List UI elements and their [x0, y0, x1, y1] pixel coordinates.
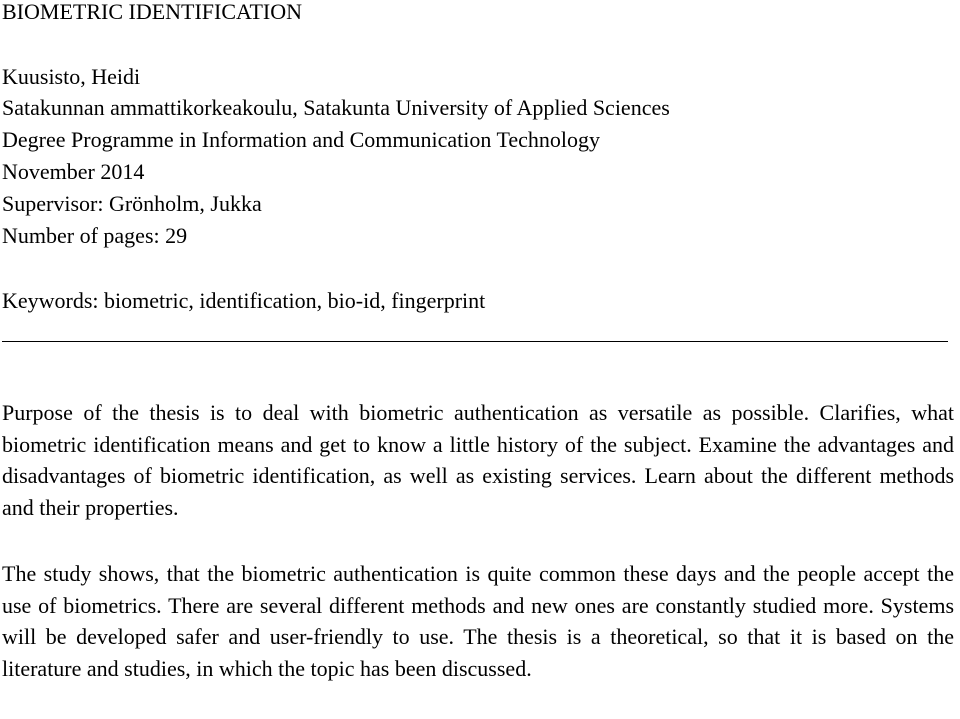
abstract-paragraph-2: The study shows, that the biometric authentication is quite common these days and the people accept the use of biometrics. There are several different methods and new ones are constantly studied more. Systems will be developed safer and user-friendly to use. The thesis is a theoretical, so that it is based on the literature and studies, in which the topic has been discussed.: [2, 561, 954, 681]
author-name: Kuusisto, Heidi: [2, 64, 141, 89]
degree-programme: Degree Programme in Information and Communication Technology: [2, 127, 601, 152]
separator-rule: [2, 341, 948, 342]
document-title: BIOMETRIC IDENTIFICATION: [2, 0, 303, 24]
institution: Satakunnan ammattikorkeakoulu, Satakunta University of Applied Sciences: [2, 95, 670, 120]
supervisor: Supervisor: Grönholm, Jukka: [2, 191, 262, 216]
abstract-paragraph-1: Purpose of the thesis is to deal with biometric authentication as versatile as possible. Clarifies, what biometric identification means and get to know a little history of the subject. Examine the advantages and disadvantages of biometric identification, as well as existing services. Learn about the different methods and their properties.: [2, 400, 954, 520]
keywords: Keywords: biometric, identification, bio-id, fingerprint: [2, 288, 486, 313]
publication-date: November 2014: [2, 159, 145, 184]
page-count: Number of pages: 29: [2, 223, 188, 248]
